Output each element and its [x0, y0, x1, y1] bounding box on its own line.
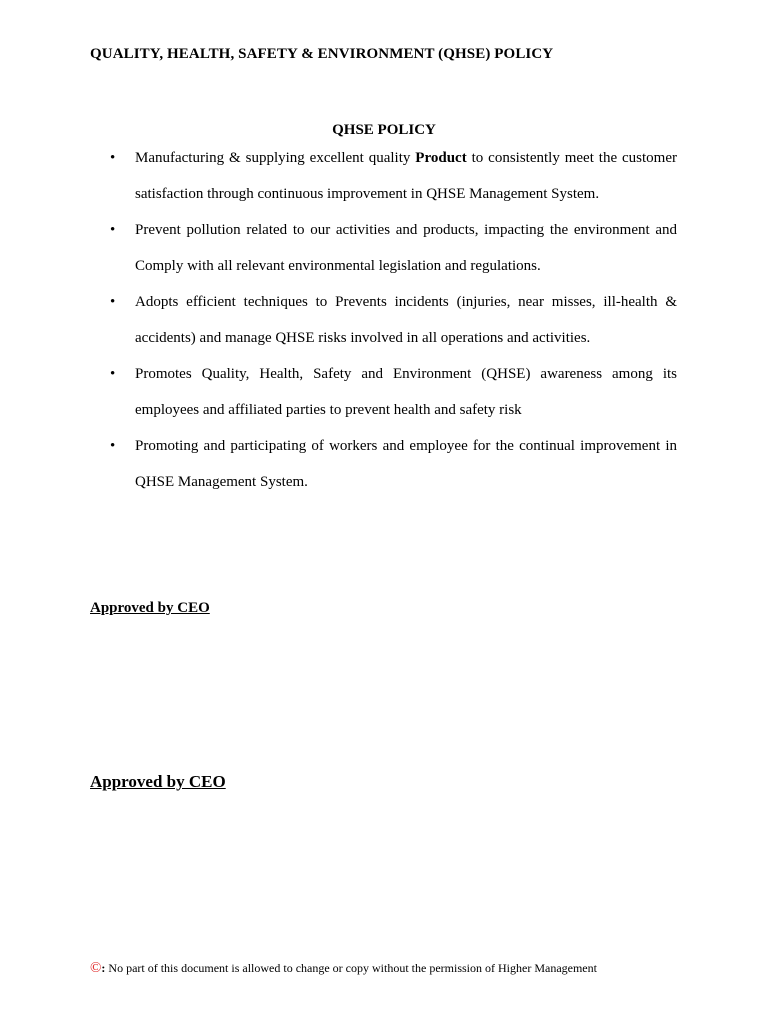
- bullet-text: Prevent pollution related to our activities and products, impacting the environment and Comply with all relevant environmental legislation and regulations.: [135, 222, 677, 274]
- bullet-icon: •: [110, 438, 116, 454]
- list-item: [108, 140, 677, 212]
- bullet-text: Promotes Quality, Health, Safety and Environment (QHSE) awareness among its employees and affiliated parties to prevent health and safety risk: [135, 366, 677, 418]
- bullet-text: Adopts efficient techniques to Prevents incidents (injuries, near misses, ill-health & accidents) and manage QHSE risks involved in all operations and activities.: [135, 294, 677, 346]
- bullet-bold-word: Product: [415, 150, 467, 166]
- section-heading: QHSE POLICY: [332, 122, 436, 138]
- policy-bullet-list: [108, 140, 677, 500]
- list-item: [108, 284, 677, 356]
- document-title: QUALITY, HEALTH, SAFETY & ENVIRONMENT (QHSE) POLICY: [90, 46, 554, 62]
- approved-by-ceo-signature-label: Approved by CEO: [90, 772, 226, 791]
- approved-by-ceo-label: Approved by CEO: [90, 600, 210, 616]
- list-item: [108, 428, 677, 500]
- list-item: [108, 356, 677, 428]
- bullet-icon: •: [110, 294, 116, 310]
- bullet-text-end: to consistently meet the customer satisfaction through continuous improvement in QHSE Management System.: [135, 150, 677, 202]
- bullet-text: Promoting and participating of workers and employee for the continual improvement in QHSE Management System.: [135, 438, 677, 490]
- bullet-icon: •: [110, 150, 116, 166]
- copyright-footer: [90, 960, 597, 977]
- copyright-colon: :: [101, 961, 106, 975]
- list-item: [108, 212, 677, 284]
- bullet-icon: •: [110, 366, 116, 382]
- copyright-notice: No part of this document is allowed to change or copy without the permission of Higher Management: [105, 961, 597, 975]
- bullet-icon: •: [110, 222, 116, 238]
- bullet-text-start: Manufacturing & supplying excellent quality: [135, 150, 416, 166]
- copyright-icon: ©: [90, 960, 102, 976]
